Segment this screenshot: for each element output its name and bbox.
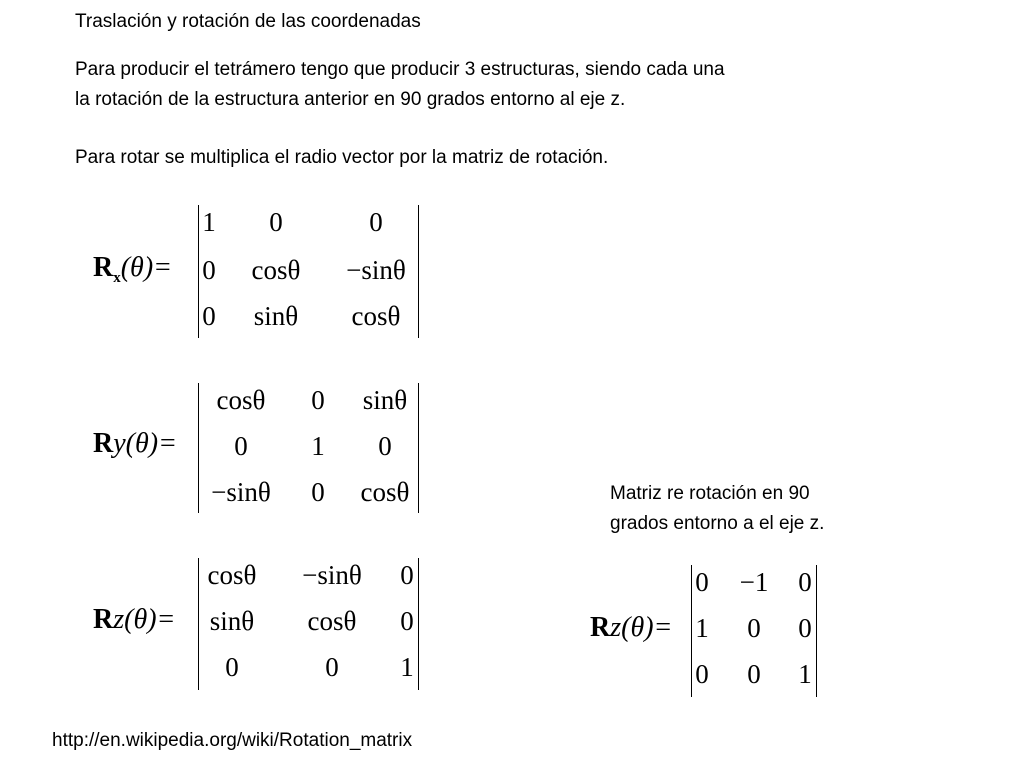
rz90-cell: −1 bbox=[739, 567, 769, 597]
rz90-cell: 0 bbox=[798, 567, 812, 597]
rx-axis: x bbox=[113, 270, 121, 286]
slide-title: Traslación y rotación de las coordenadas bbox=[75, 11, 421, 32]
rz90-cell: 0 bbox=[798, 613, 812, 643]
rx-symbol: R bbox=[93, 252, 114, 283]
ry-label bbox=[93, 428, 177, 460]
rx-cell: 0 bbox=[202, 255, 216, 285]
ry-cell: sinθ bbox=[362, 385, 408, 415]
ry-cell: 0 bbox=[311, 385, 325, 415]
rx-cell: cosθ bbox=[351, 301, 401, 331]
paragraph-line-1: Para producir el tetrámero tengo que producir 3 estructuras, siendo cada una bbox=[75, 59, 725, 80]
rx-cell: 1 bbox=[202, 207, 216, 237]
note-line-1: Matriz re rotación en 90 bbox=[610, 483, 810, 504]
rz-cell: cosθ bbox=[207, 560, 257, 590]
ry-matrix bbox=[198, 383, 419, 513]
ry-cell: −sinθ bbox=[211, 477, 271, 507]
rz-axis: z bbox=[113, 604, 125, 635]
rx-arg: (θ)= bbox=[120, 252, 173, 283]
rz90-symbol: R bbox=[590, 612, 611, 643]
rz-cell: 0 bbox=[225, 652, 239, 682]
rx-cell: 0 bbox=[369, 207, 383, 237]
ry-cell: 0 bbox=[234, 431, 248, 461]
rz90-cell: 1 bbox=[695, 613, 709, 643]
rz-cell: −sinθ bbox=[302, 560, 362, 590]
rz-cell: 0 bbox=[325, 652, 339, 682]
rz-arg: (θ)= bbox=[124, 604, 176, 635]
rz90-cell: 0 bbox=[747, 613, 761, 643]
paragraph-line-2: la rotación de la estructura anterior en 90 grados entorno al eje z. bbox=[75, 89, 626, 110]
rz-cell: cosθ bbox=[307, 606, 357, 636]
ry-symbol: R bbox=[93, 428, 114, 459]
rx-matrix bbox=[198, 205, 419, 338]
rz90-label bbox=[590, 612, 672, 644]
ry-arg: (θ)= bbox=[125, 428, 177, 459]
ry-axis: y bbox=[113, 428, 126, 459]
ry-cell: 0 bbox=[311, 477, 325, 507]
rx-cell: cosθ bbox=[251, 255, 301, 285]
rx-cell: 0 bbox=[269, 207, 283, 237]
rz-symbol: R bbox=[93, 604, 114, 635]
ry-cell: 1 bbox=[311, 431, 325, 461]
rz-cell: 1 bbox=[400, 652, 414, 682]
rz90-axis: z bbox=[610, 612, 622, 643]
rx-cell: sinθ bbox=[253, 301, 299, 331]
rx-label bbox=[93, 252, 172, 284]
rx-cell: 0 bbox=[202, 301, 216, 331]
ry-cell: 0 bbox=[378, 431, 392, 461]
paragraph-rotation: Para rotar se multiplica el radio vector por la matriz de rotación. bbox=[75, 147, 609, 168]
rz90-cell: 0 bbox=[695, 567, 709, 597]
rz-label bbox=[93, 604, 175, 636]
rz90-cell: 0 bbox=[695, 659, 709, 689]
source-link[interactable]: http://en.wikipedia.org/wiki/Rotation_matrix bbox=[52, 730, 413, 751]
ry-cell: cosθ bbox=[360, 477, 410, 507]
rz-cell: 0 bbox=[400, 560, 414, 590]
note-line-2: grados entorno a el eje z. bbox=[610, 513, 825, 534]
rz90-cell: 0 bbox=[747, 659, 761, 689]
rz-cell: sinθ bbox=[209, 606, 255, 636]
ry-cell: cosθ bbox=[216, 385, 266, 415]
rz90-cell: 1 bbox=[798, 659, 812, 689]
rz90-arg: (θ)= bbox=[621, 612, 673, 643]
rz-cell: 0 bbox=[400, 606, 414, 636]
rz-matrix bbox=[198, 558, 419, 690]
rz90-matrix bbox=[691, 565, 817, 697]
rx-cell: −sinθ bbox=[346, 255, 406, 285]
